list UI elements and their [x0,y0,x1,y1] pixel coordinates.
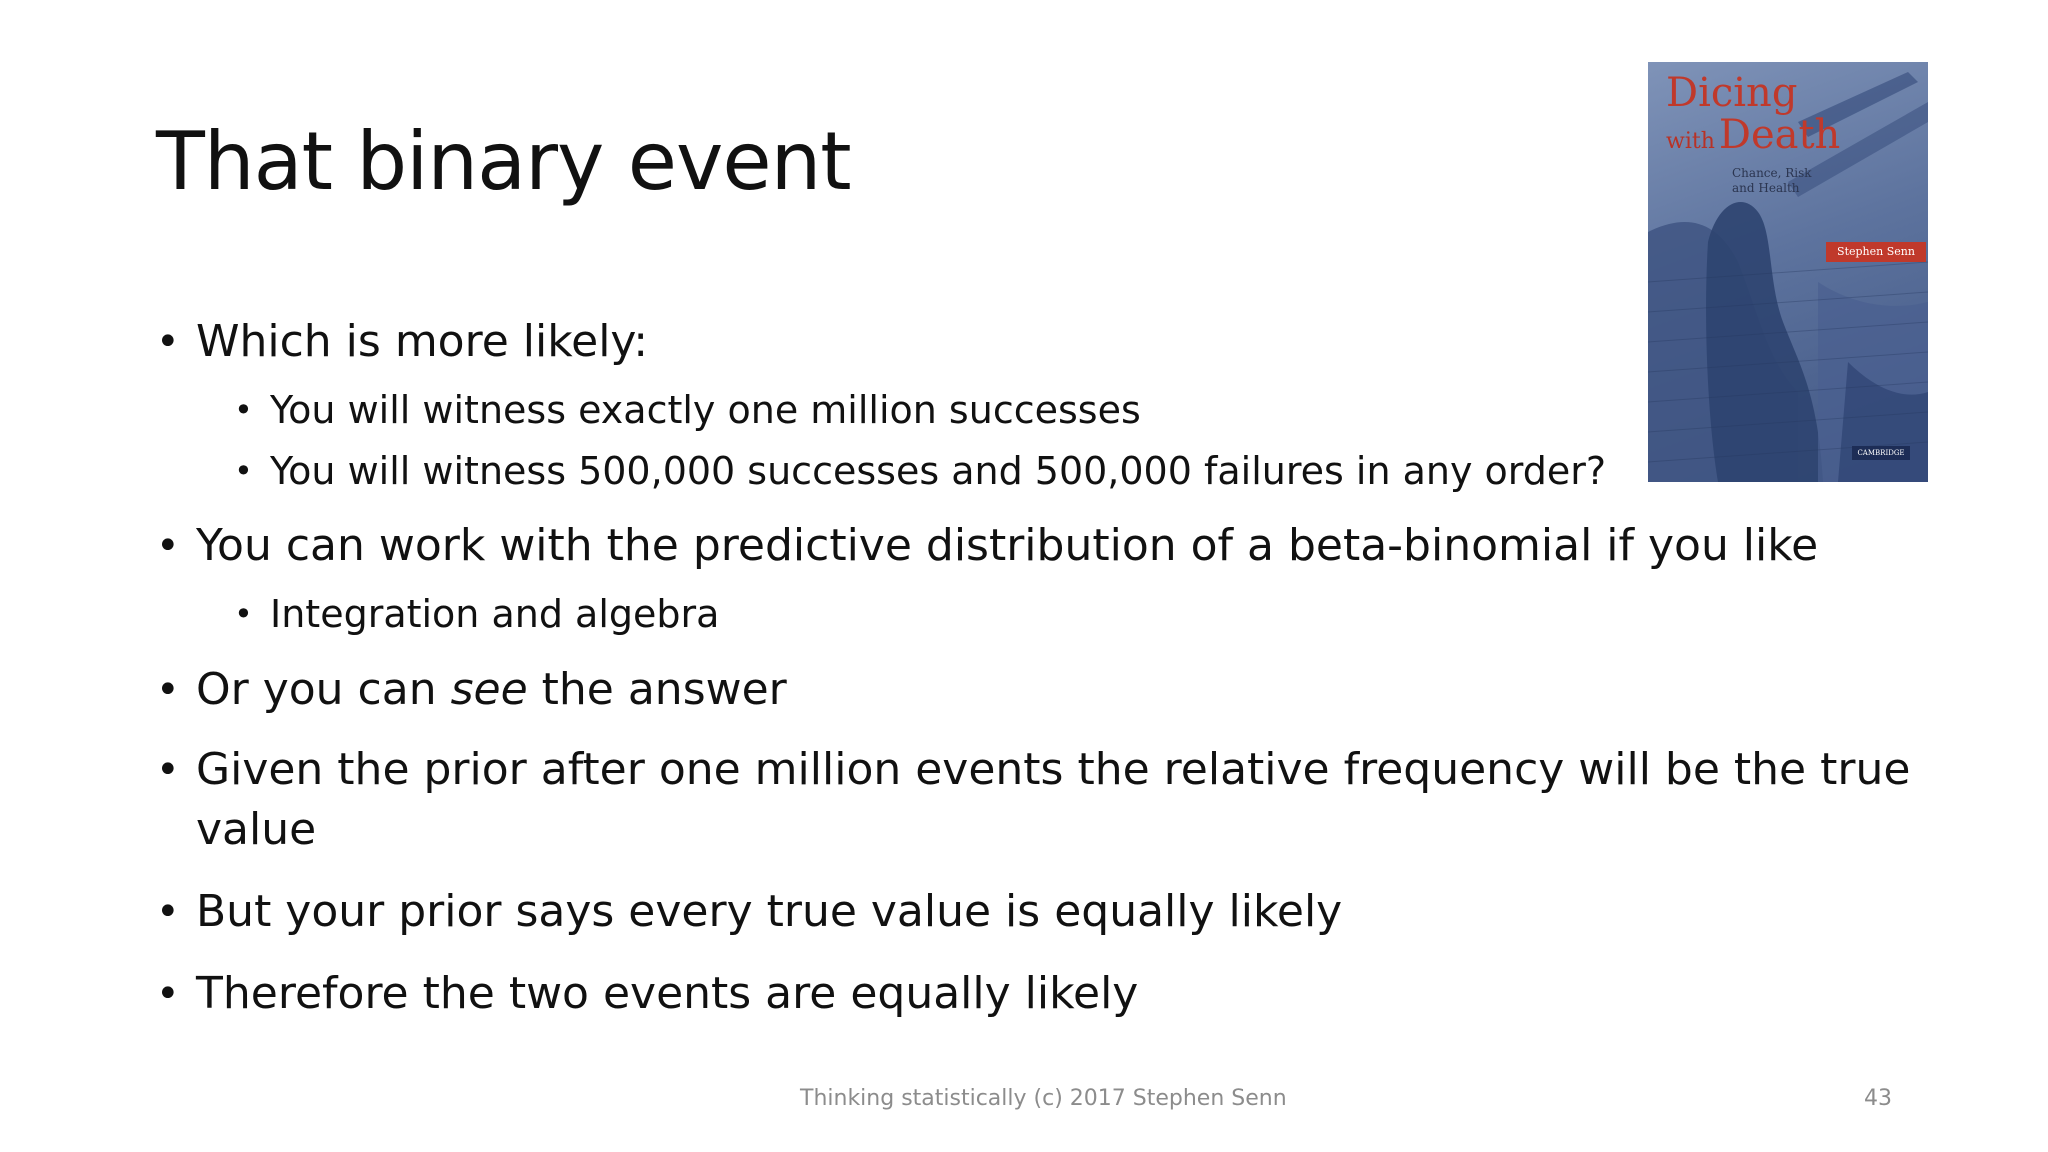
bullet-text-before: Or you can [196,664,451,715]
book-subtitle [1732,166,1812,196]
bullet-glyph: • [234,595,253,633]
bullet-item [156,660,1916,720]
bullet-glyph: • [156,889,180,935]
bullet-glyph: • [156,667,180,713]
bullet-text: Therefore the two events are equally likely [196,968,1139,1019]
bullet-text: But your prior says every true value is equally likely [196,886,1343,937]
bullet-item [156,516,1916,576]
book-author: Stephen Senn [1826,242,1926,262]
bullet-item [156,740,1916,860]
bullet-glyph: • [234,452,253,490]
book-subtitle-line1: Chance, Risk [1732,166,1812,180]
book-subtitle-line2: and Health [1732,181,1800,195]
bullet-text-emphasis: see [450,664,528,715]
book-title-line2: Death [1718,112,1841,158]
bullet-text: You will witness exactly one million successes [270,388,1141,432]
sub-bullet-item [234,382,1830,438]
bullet-text: Which is more likely: [196,316,649,367]
bullet-item [156,882,1916,942]
footer-text: Thinking statistically (c) 2017 Stephen Senn [800,1086,1287,1111]
sub-bullet-item [234,586,1830,642]
bullet-text: Given the prior after one million events the relative frequency will be the true value [196,744,1911,855]
bullet-glyph: • [156,523,180,569]
bullet-text: You can work with the predictive distribution of a beta-binomial if you like [196,520,1819,571]
page-number: 43 [1864,1086,1892,1111]
bullet-glyph: • [156,971,180,1017]
sub-bullet-item [234,443,1830,499]
bullet-glyph: • [156,747,180,793]
book-title-line1: Dicing [1666,70,1798,116]
bullet-item [156,964,1916,1024]
bullet-text: You will witness 500,000 successes and 500,000 failures in any order? [270,449,1607,493]
bullet-text: Integration and algebra [270,592,720,636]
slide-title: That binary event [156,115,851,208]
book-publisher: CAMBRIDGE [1852,446,1910,460]
book-title-with: with [1666,129,1715,154]
book-cover-image [1648,62,1928,482]
bullet-glyph: • [156,319,180,365]
book-title [1666,72,1840,163]
bullet-glyph: • [234,391,253,429]
bullet-text-after: the answer [527,664,787,715]
